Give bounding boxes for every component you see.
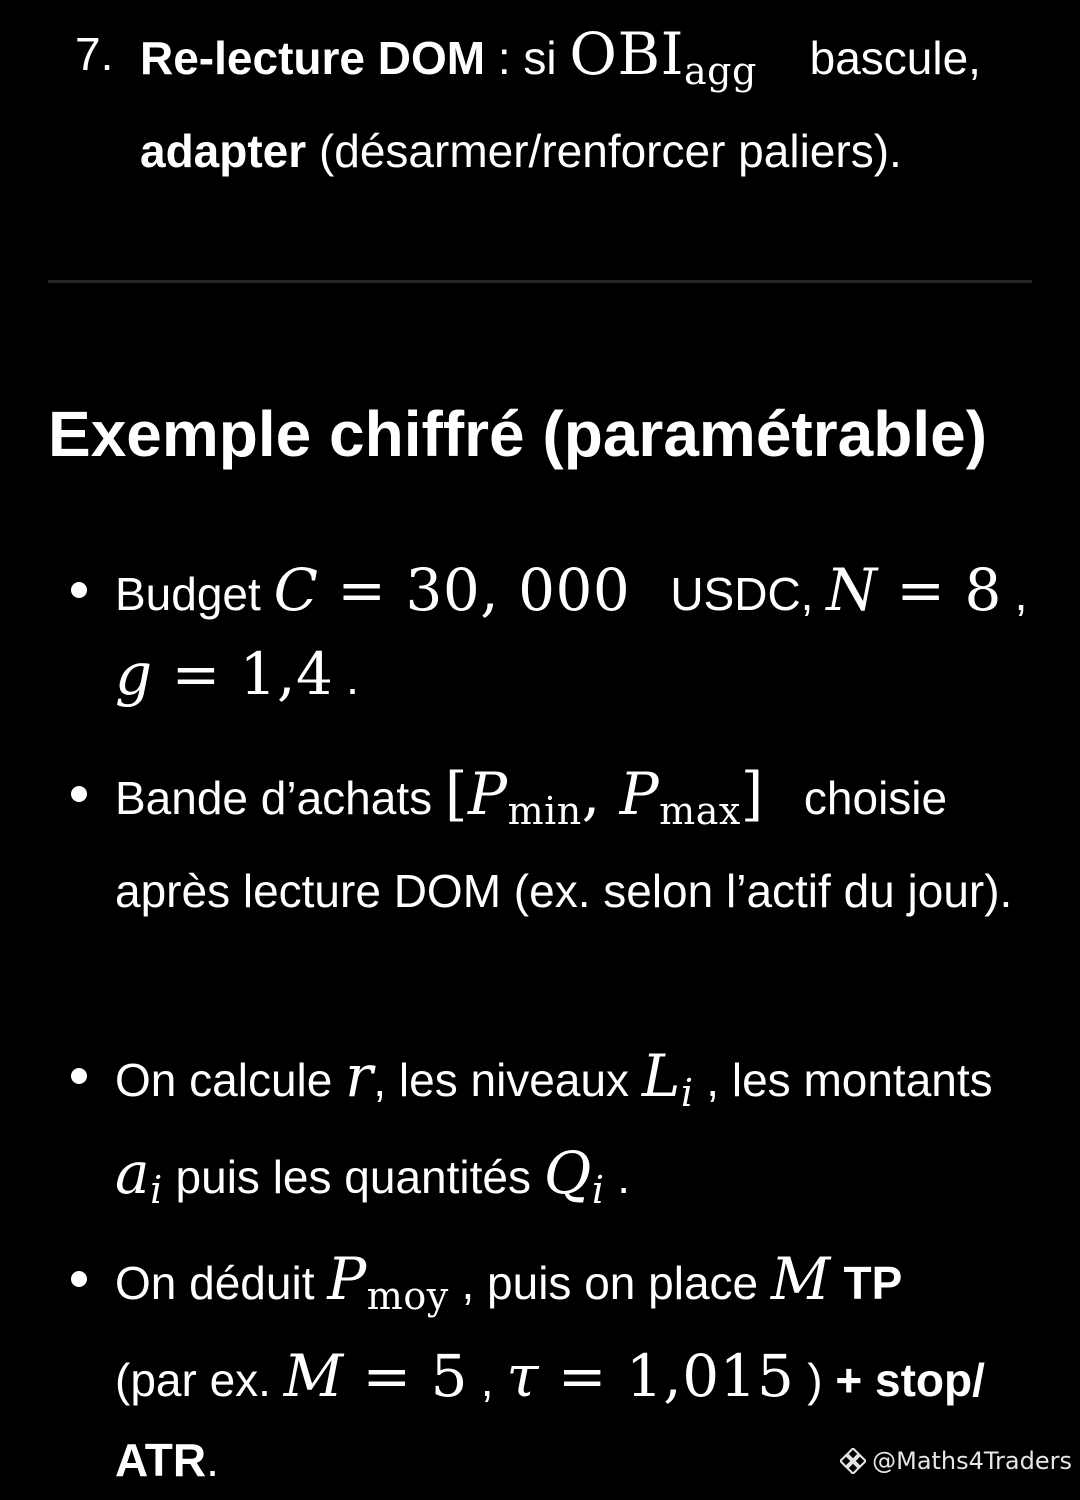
levels-symbol: Li bbox=[641, 1042, 694, 1115]
budget-formula: C = 30, 000 bbox=[273, 556, 631, 624]
step-7 bbox=[75, 14, 1045, 191]
obi-agg-formula bbox=[569, 20, 757, 93]
bullet-dot bbox=[71, 1068, 87, 1084]
list-item-compute: On calcule r, les niveaux Li , les montants ai puis les quantités Qi . bbox=[115, 1036, 1035, 1230]
amounts-symbol: ai bbox=[115, 1139, 163, 1212]
step-number: 7. bbox=[75, 28, 114, 80]
compute-text: On calcule bbox=[115, 1054, 346, 1106]
step-7-title: Re-lecture DOM bbox=[140, 32, 486, 84]
watermark bbox=[840, 1447, 1072, 1475]
m-formula: M = 5 bbox=[283, 1342, 468, 1410]
g-formula: g = 1,4 bbox=[115, 640, 334, 708]
tp-label: TP bbox=[830, 1257, 903, 1309]
band-label: Bande d’achats bbox=[115, 772, 445, 824]
obi-subscript: agg bbox=[684, 49, 757, 93]
bullet-dot bbox=[71, 582, 87, 598]
band-description: choisie après lecture DOM (ex. selon l’actif du jour). bbox=[115, 772, 1013, 917]
budget-label: Budget bbox=[115, 568, 274, 620]
pmoy-symbol: $P_{moy}$ bbox=[327, 1245, 449, 1318]
band-formula: [$P_{min}$, $P_{max}$] bbox=[444, 760, 764, 833]
tau-formula: τ = 1,015 bbox=[506, 1342, 795, 1410]
r-symbol: r bbox=[345, 1042, 374, 1110]
obi-symbol: OBI bbox=[569, 20, 685, 88]
section-heading: Exemple chiffré (paramétrable) bbox=[48, 398, 987, 470]
n-formula: N = 8 bbox=[826, 556, 1002, 624]
list-item-budget: Budget C = 30, 000 USDC, N = 8 , g = 1,4 . bbox=[115, 550, 1035, 718]
list-item-deduce: On déduit $P_{moy}$ , puis on place M TP (par ex. M = 5 , τ = 1,015 ) + stop/ ATR. bbox=[115, 1239, 1035, 1500]
budget-unit: USDC, bbox=[670, 568, 827, 620]
list-item-band bbox=[115, 754, 1035, 931]
watermark-handle: @Maths4Traders bbox=[872, 1447, 1072, 1475]
step-7-action: adapter bbox=[140, 125, 307, 177]
binance-logo-icon bbox=[840, 1448, 866, 1474]
step-7-text2: bascule, bbox=[796, 32, 981, 84]
deduce-text: On déduit bbox=[115, 1257, 328, 1309]
step-7-text3: (désarmer/renforcer paliers). bbox=[306, 125, 902, 177]
stop-atr-label: + stop/ ATR bbox=[115, 1354, 985, 1486]
m-symbol: M bbox=[770, 1245, 831, 1313]
bullet-dot bbox=[71, 786, 87, 802]
bullet-dot bbox=[71, 1271, 87, 1287]
quantities-symbol: Qi bbox=[543, 1139, 605, 1212]
step-7-text bbox=[140, 14, 1045, 191]
step-7-text1: : si bbox=[485, 32, 570, 84]
section-divider bbox=[48, 280, 1032, 283]
